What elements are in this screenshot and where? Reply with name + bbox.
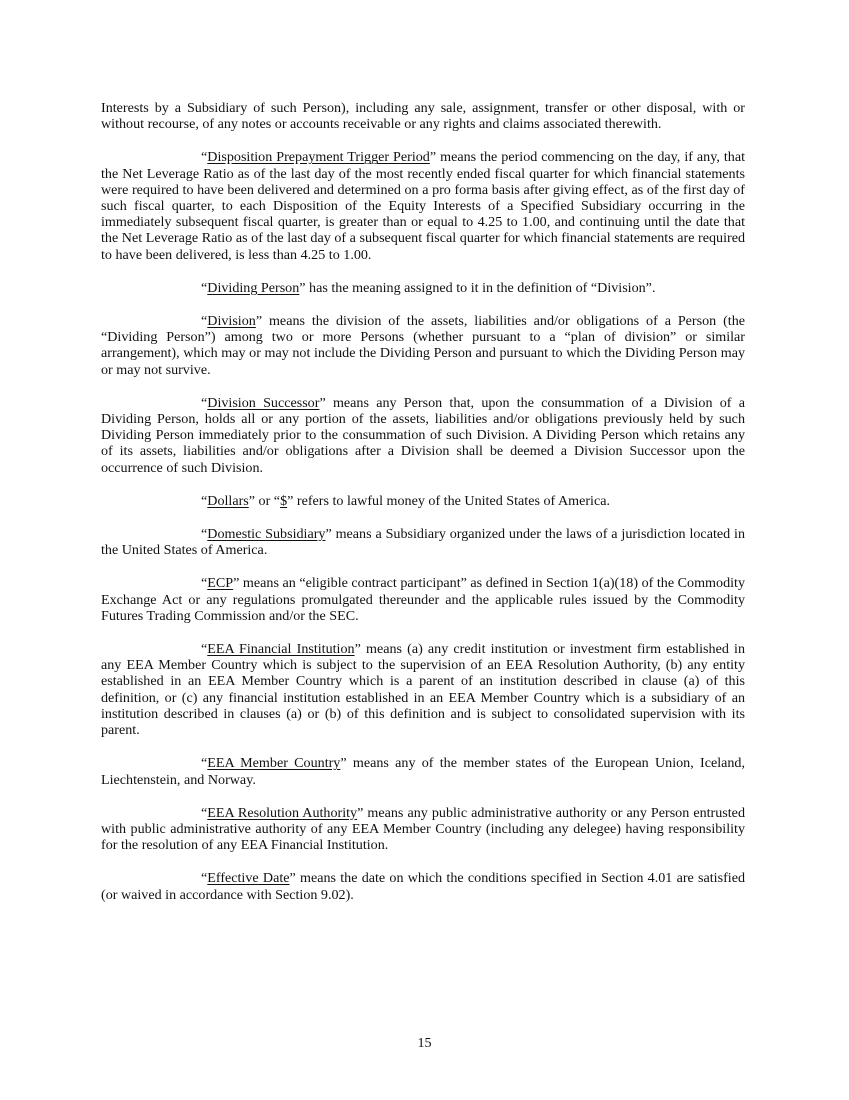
defined-term: Dividing Person bbox=[207, 279, 300, 296]
definition-text: ” means the date on which the conditions specified in Section 4.01 are satisfied (or waived in accordance with Section 9.02). bbox=[101, 870, 745, 903]
defined-term: EEA Member Country bbox=[207, 755, 341, 772]
defined-term: EEA Financial Institution bbox=[207, 641, 355, 658]
definition-paragraph: “ECP” means an “eligible contract participant” as defined in Section 1(a)(18) of the Commodity Exchange Act or any regulations promulgated thereunder and the applicable rules issued by the Commodity Futures Trading Commission and/or the SEC. bbox=[101, 575, 745, 624]
defined-term: EEA Resolution Authority bbox=[207, 804, 358, 821]
definition-text: ” means any public administrative authority or any Person entrusted with public administrative authority of any EEA Member Country (including any delegee) having responsibility for the resolution of any EEA Financial Institution. bbox=[101, 804, 745, 854]
definition-paragraph: “Domestic Subsidiary” means a Subsidiary organized under the laws of a jurisdiction located in the United States of America. bbox=[101, 526, 745, 559]
defined-term: Disposition Prepayment Trigger Period bbox=[207, 149, 430, 166]
definition-paragraph: “Dollars” or “$” refers to lawful money of the United States of America. bbox=[201, 492, 611, 509]
definition-text: ” means the period commencing on the day, if any, that the Net Leverage Ratio as of the last day of the most recently ended fiscal quarter for which financial statements were required to have been delivered and determined on a pro forma basis after giving effect, as of the first day of such fiscal quarter, to each Disposition of the Equity Interests of a Specified Subsidiary occurring in the immediately subsequent fiscal quarter, is greater than or equal to 4.25 to 1.00, and continuing until the date that the Net Leverage Ratio as of the last day of a subsequent fiscal quarter for which financial statements are required to have been delivered, is less than 4.25 to 1.00. bbox=[101, 149, 745, 263]
definition-paragraph: “Disposition Prepayment Trigger Period” means the period commencing on the day, if any, that the Net Leverage Ratio as of the last day of the most recently ended fiscal quarter for which financial statements were required to have been delivered and determined on a pro forma basis after giving effect, as of the first day of such fiscal quarter, to each Disposition of the Equity Interests of a Specified Subsidiary occurring in the immediately subsequent fiscal quarter, is greater than or equal to 4.25 to 1.00, and continuing until the date that the Net Leverage Ratio as of the last day of a subsequent fiscal quarter for which financial statements are required to have been delivered, is less than 4.25 to 1.00. bbox=[101, 149, 745, 263]
definition-text: ” has the meaning assigned to it in the definition of “Division”. bbox=[299, 279, 656, 296]
definition-text: ” means the division of the assets, liabilities and/or obligations of a Person (the “Dividing Person”) among two or more Persons (whether pursuant to a “plan of division” or similar arrangement), which may or may not include the Dividing Person and pursuant to which the Dividing Person may or may not survive. bbox=[101, 313, 745, 378]
definition-paragraph: “EEA Member Country” means any of the member states of the European Union, Iceland, Liechtenstein, and Norway. bbox=[101, 755, 746, 788]
intro-paragraph: Interests by a Subsidiary of such Person), including any sale, assignment, transfer or other disposal, with or without recourse, of any notes or accounts receivable or any rights and claims associated therewith. bbox=[101, 100, 745, 133]
definition-text: ” means an “eligible contract participant” as defined in Section 1(a)(18) of the Commodity Exchange Act or any regulations promulgated thereunder and the applicable rules issued by the Commodity Futures Trading Commission and/or the SEC. bbox=[101, 575, 745, 624]
definition-paragraph: “Effective Date” means the date on which the conditions specified in Section 4.01 are satisfied (or waived in accordance with Section 9.02). bbox=[101, 870, 745, 903]
defined-term: Division Successor bbox=[207, 394, 320, 411]
definition-connector: ” or “ bbox=[248, 492, 281, 509]
definition-paragraph: “Dividing Person” has the meaning assigned to it in the definition of “Division”. bbox=[201, 279, 656, 296]
definition-paragraph: “EEA Financial Institution” means (a) any credit institution or investment firm established in any EEA Member Country which is subject to the supervision of an EEA Resolution Authority, (b) any entity established in an EEA Member Country which is a parent of an institution described in clause (a) of this definition, or (c) any financial institution established in an EEA Member Country which is a subsidiary of an institution described in clauses (a) or (b) of this definition and is subject to consolidated supervision with its parent. bbox=[101, 641, 745, 739]
page-number: 15 bbox=[417, 1035, 432, 1051]
defined-term: Effective Date bbox=[207, 870, 290, 887]
definition-text: ” refers to lawful money of the United States of America. bbox=[287, 492, 611, 509]
definition-text: ” means a Subsidiary organized under the laws of a jurisdiction located in the United States of America. bbox=[101, 526, 745, 559]
defined-term: Division bbox=[207, 313, 256, 330]
definition-paragraph: “Division” means the division of the assets, liabilities and/or obligations of a Person (the “Dividing Person”) among two or more Persons (whether pursuant to a “plan of division” or similar arrangement), which may or may not include the Dividing Person and pursuant to which the Dividing Person may or may not survive. bbox=[101, 313, 745, 378]
definition-text: ” means (a) any credit institution or investment firm established in any EEA Member Country which is subject to the supervision of an EEA Resolution Authority, (b) any entity established in an EEA Member Country which is a parent of an institution described in clause (a) of this definition, or (c) any financial institution established in an EEA Member Country which is a subsidiary of an institution described in clauses (a) or (b) of this definition and is subject to consolidated supervision with its parent. bbox=[101, 641, 745, 739]
defined-term: $ bbox=[280, 492, 288, 509]
definition-paragraph: “EEA Resolution Authority” means any public administrative authority or any Person entrusted with public administrative authority of any EEA Member Country (including any delegee) having responsibility for the resolution of any EEA Financial Institution. bbox=[101, 804, 745, 854]
defined-term: Dollars bbox=[207, 492, 249, 509]
definition-text: ” means any of the member states of the European Union, Iceland, Liechtenstein, and Norway. bbox=[101, 755, 746, 788]
definition-text: ” means any Person that, upon the consummation of a Division of a Dividing Person, holds all or any portion of the assets, liabilities and/or obligations previously held by such Dividing Person immediately prior to the consummation of such Division. A Dividing Person which retains any of its assets, liabilities and/or obligations after a Division shall be deemed a Division Successor upon the occurrence of such Division. bbox=[101, 394, 745, 476]
definition-paragraph: “Division Successor” means any Person that, upon the consummation of a Division of a Dividing Person, holds all or any portion of the assets, liabilities and/or obligations previously held by such Dividing Person immediately prior to the consummation of such Division. A Dividing Person which retains any of its assets, liabilities and/or obligations after a Division shall be deemed a Division Successor upon the occurrence of such Division. bbox=[101, 394, 745, 476]
defined-term: Domestic Subsidiary bbox=[207, 526, 326, 543]
document-page bbox=[101, 100, 745, 920]
defined-term: ECP bbox=[207, 575, 234, 592]
